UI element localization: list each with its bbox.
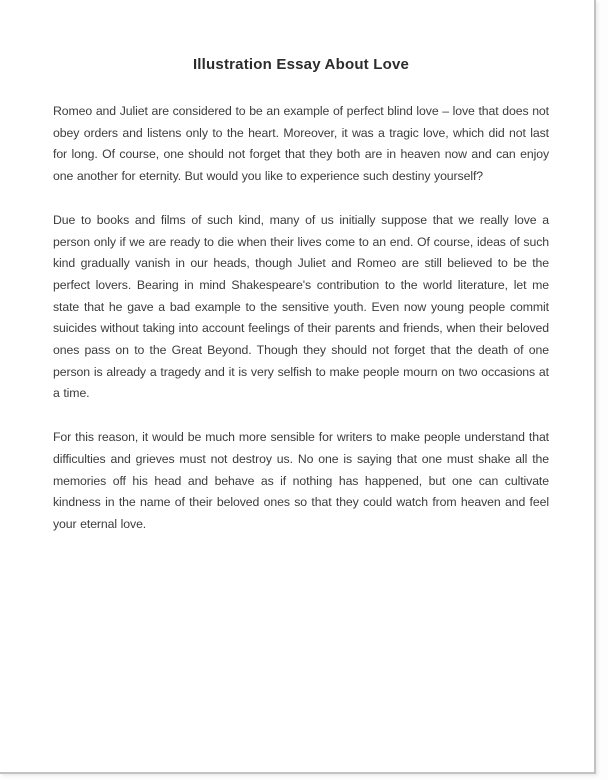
essay-paragraph-1: Romeo and Juliet are considered to be an example of perfect blind love – love that does not obey orders and listens only to the heart. Moreover, it was a tragic love, which did not last for long. Of course, one should not forget that they both are in heaven now and can enjoy one another for eternity. But would you like to experience such destiny yourself?: [53, 104, 549, 184]
essay-paragraph-3: For this reason, it would be much more sensible for writers to make people understand that difficulties and grieves must not destroy us. No one is saying that one must shake all the memories off his head and behave as if nothing has happened, but one can cultivate kindness in the name of their beloved ones so that they could watch from heaven and feel your eternal love.: [53, 430, 549, 531]
essay-paragraph-2: Due to books and films of such kind, many of us initially suppose that we really love a person only if we are ready to die when their lives come to an end. Of course, ideas of such kind gradually vanish in our heads, though Juliet and Romeo are still believed to be the perfect lovers. Bearing in mind Shakespeare's contribution to the world literature, let me state that he gave a bad example to the sensitive youth. Even now young people commit suicides without taking into account feelings of their parents and friends, when their beloved ones pass on to the Great Beyond. Though they should not forget that the death of one person is already a tragedy and it is very selfish to make people mourn on two occasions at a time.: [53, 212, 549, 401]
essay-title: Illustration Essay About Love: [192, 56, 410, 73]
